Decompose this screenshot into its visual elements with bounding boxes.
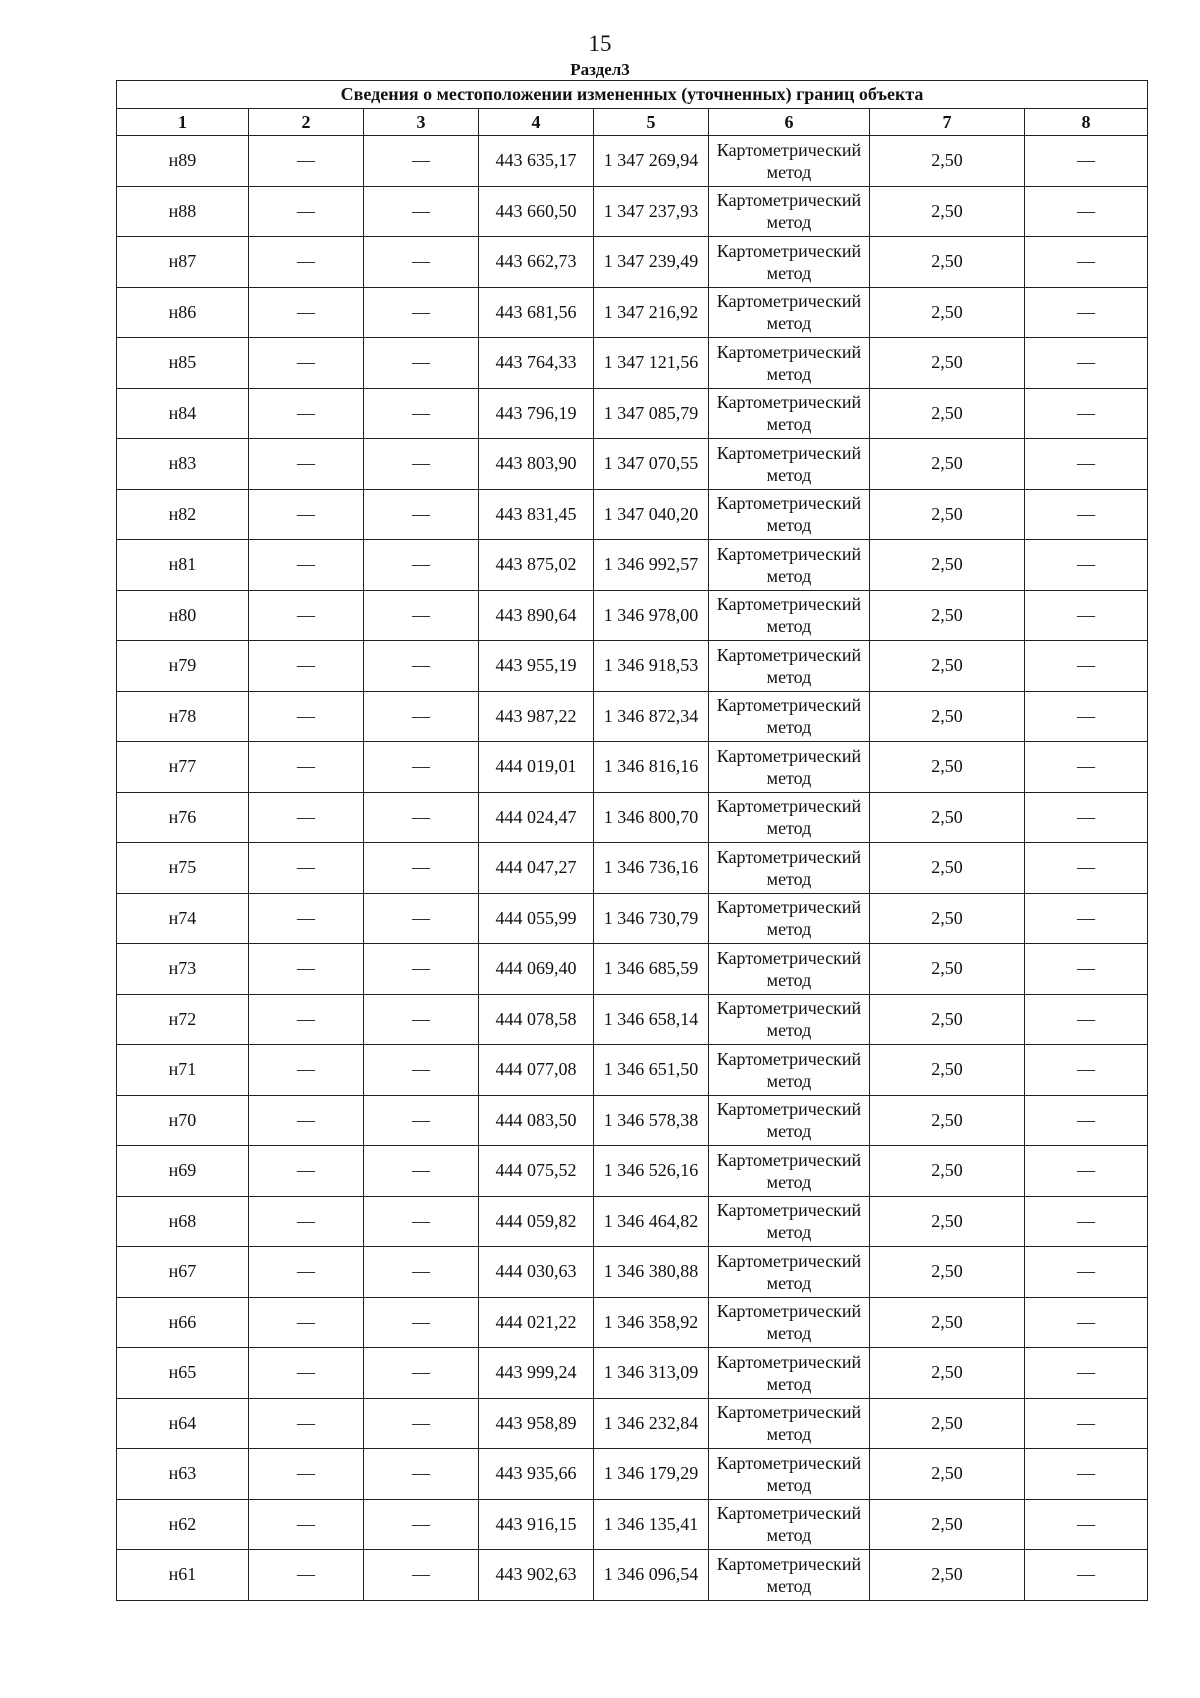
accuracy-cell: 2,50 bbox=[870, 1348, 1025, 1399]
point-id-cell: н84 bbox=[117, 388, 249, 439]
x-coordinate-cell: 443 916,15 bbox=[479, 1499, 594, 1550]
method-cell: Картометрический метод bbox=[709, 1398, 870, 1449]
method-cell: Картометрический метод bbox=[709, 742, 870, 793]
y-coordinate-cell: 1 346 464,82 bbox=[594, 1196, 709, 1247]
point-id-cell: н75 bbox=[117, 843, 249, 894]
point-id-cell: н67 bbox=[117, 1247, 249, 1298]
point-id-cell: н72 bbox=[117, 994, 249, 1045]
x-coordinate-cell: 443 999,24 bbox=[479, 1348, 594, 1399]
method-cell: Картометрический метод bbox=[709, 1045, 870, 1096]
column-2-cell: — bbox=[249, 1247, 364, 1298]
accuracy-cell: 2,50 bbox=[870, 136, 1025, 187]
accuracy-cell: 2,50 bbox=[870, 439, 1025, 490]
table-row bbox=[117, 338, 1148, 389]
column-number-row bbox=[117, 109, 1148, 136]
x-coordinate-cell: 444 078,58 bbox=[479, 994, 594, 1045]
x-coordinate-cell: 443 890,64 bbox=[479, 590, 594, 641]
y-coordinate-cell: 1 346 651,50 bbox=[594, 1045, 709, 1096]
x-coordinate-cell: 443 875,02 bbox=[479, 540, 594, 591]
table-row bbox=[117, 893, 1148, 944]
point-id-cell: н71 bbox=[117, 1045, 249, 1096]
accuracy-cell: 2,50 bbox=[870, 691, 1025, 742]
column-8-cell: — bbox=[1025, 1045, 1148, 1096]
table-row bbox=[117, 1196, 1148, 1247]
column-number: 2 bbox=[249, 109, 364, 136]
y-coordinate-cell: 1 347 070,55 bbox=[594, 439, 709, 490]
point-id-cell: н69 bbox=[117, 1146, 249, 1197]
column-2-cell: — bbox=[249, 1196, 364, 1247]
y-coordinate-cell: 1 346 730,79 bbox=[594, 893, 709, 944]
x-coordinate-cell: 443 635,17 bbox=[479, 136, 594, 187]
y-coordinate-cell: 1 346 918,53 bbox=[594, 641, 709, 692]
accuracy-cell: 2,50 bbox=[870, 489, 1025, 540]
column-3-cell: — bbox=[364, 1045, 479, 1096]
accuracy-cell: 2,50 bbox=[870, 287, 1025, 338]
column-2-cell: — bbox=[249, 893, 364, 944]
table-row bbox=[117, 1146, 1148, 1197]
accuracy-cell: 2,50 bbox=[870, 1095, 1025, 1146]
column-3-cell: — bbox=[364, 1297, 479, 1348]
x-coordinate-cell: 444 055,99 bbox=[479, 893, 594, 944]
table-row bbox=[117, 237, 1148, 288]
boundary-coordinates-table bbox=[116, 80, 1148, 1601]
point-id-cell: н62 bbox=[117, 1499, 249, 1550]
column-3-cell: — bbox=[364, 1398, 479, 1449]
point-id-cell: н73 bbox=[117, 944, 249, 995]
accuracy-cell: 2,50 bbox=[870, 1146, 1025, 1197]
y-coordinate-cell: 1 346 685,59 bbox=[594, 944, 709, 995]
column-8-cell: — bbox=[1025, 287, 1148, 338]
x-coordinate-cell: 443 662,73 bbox=[479, 237, 594, 288]
table-row bbox=[117, 287, 1148, 338]
column-8-cell: — bbox=[1025, 944, 1148, 995]
column-2-cell: — bbox=[249, 1297, 364, 1348]
table-row bbox=[117, 994, 1148, 1045]
column-3-cell: — bbox=[364, 843, 479, 894]
method-cell: Картометрический метод bbox=[709, 843, 870, 894]
point-id-cell: н81 bbox=[117, 540, 249, 591]
table-row bbox=[117, 1550, 1148, 1601]
accuracy-cell: 2,50 bbox=[870, 994, 1025, 1045]
point-id-cell: н70 bbox=[117, 1095, 249, 1146]
y-coordinate-cell: 1 347 040,20 bbox=[594, 489, 709, 540]
point-id-cell: н68 bbox=[117, 1196, 249, 1247]
accuracy-cell: 2,50 bbox=[870, 1499, 1025, 1550]
method-cell: Картометрический метод bbox=[709, 489, 870, 540]
accuracy-cell: 2,50 bbox=[870, 742, 1025, 793]
y-coordinate-cell: 1 347 085,79 bbox=[594, 388, 709, 439]
column-2-cell: — bbox=[249, 338, 364, 389]
column-3-cell: — bbox=[364, 489, 479, 540]
column-3-cell: — bbox=[364, 792, 479, 843]
method-cell: Картометрический метод bbox=[709, 1550, 870, 1601]
column-2-cell: — bbox=[249, 287, 364, 338]
table-row bbox=[117, 1045, 1148, 1096]
y-coordinate-cell: 1 346 992,57 bbox=[594, 540, 709, 591]
method-cell: Картометрический метод bbox=[709, 994, 870, 1045]
column-8-cell: — bbox=[1025, 691, 1148, 742]
accuracy-cell: 2,50 bbox=[870, 893, 1025, 944]
x-coordinate-cell: 444 021,22 bbox=[479, 1297, 594, 1348]
table-caption: Сведения о местоположении измененных (уточненных) границ объекта bbox=[117, 81, 1148, 109]
column-8-cell: — bbox=[1025, 388, 1148, 439]
x-coordinate-cell: 443 831,45 bbox=[479, 489, 594, 540]
column-2-cell: — bbox=[249, 641, 364, 692]
column-number: 6 bbox=[709, 109, 870, 136]
table-row bbox=[117, 540, 1148, 591]
x-coordinate-cell: 444 069,40 bbox=[479, 944, 594, 995]
column-3-cell: — bbox=[364, 136, 479, 187]
column-3-cell: — bbox=[364, 691, 479, 742]
x-coordinate-cell: 443 955,19 bbox=[479, 641, 594, 692]
column-3-cell: — bbox=[364, 439, 479, 490]
column-2-cell: — bbox=[249, 691, 364, 742]
x-coordinate-cell: 444 024,47 bbox=[479, 792, 594, 843]
y-coordinate-cell: 1 347 216,92 bbox=[594, 287, 709, 338]
column-8-cell: — bbox=[1025, 1095, 1148, 1146]
method-cell: Картометрический метод bbox=[709, 1449, 870, 1500]
y-coordinate-cell: 1 346 736,16 bbox=[594, 843, 709, 894]
column-2-cell: — bbox=[249, 1398, 364, 1449]
column-3-cell: — bbox=[364, 186, 479, 237]
table-row bbox=[117, 1348, 1148, 1399]
y-coordinate-cell: 1 346 816,16 bbox=[594, 742, 709, 793]
accuracy-cell: 2,50 bbox=[870, 540, 1025, 591]
column-2-cell: — bbox=[249, 1146, 364, 1197]
accuracy-cell: 2,50 bbox=[870, 1045, 1025, 1096]
column-2-cell: — bbox=[249, 1449, 364, 1500]
column-2-cell: — bbox=[249, 1095, 364, 1146]
y-coordinate-cell: 1 346 380,88 bbox=[594, 1247, 709, 1298]
table-row bbox=[117, 439, 1148, 490]
point-id-cell: н82 bbox=[117, 489, 249, 540]
method-cell: Картометрический метод bbox=[709, 540, 870, 591]
x-coordinate-cell: 444 077,08 bbox=[479, 1045, 594, 1096]
y-coordinate-cell: 1 346 179,29 bbox=[594, 1449, 709, 1500]
x-coordinate-cell: 443 935,66 bbox=[479, 1449, 594, 1500]
point-id-cell: н87 bbox=[117, 237, 249, 288]
method-cell: Картометрический метод bbox=[709, 186, 870, 237]
method-cell: Картометрический метод bbox=[709, 1146, 870, 1197]
column-3-cell: — bbox=[364, 893, 479, 944]
method-cell: Картометрический метод bbox=[709, 792, 870, 843]
method-cell: Картометрический метод bbox=[709, 439, 870, 490]
accuracy-cell: 2,50 bbox=[870, 843, 1025, 894]
point-id-cell: н85 bbox=[117, 338, 249, 389]
column-2-cell: — bbox=[249, 944, 364, 995]
column-3-cell: — bbox=[364, 742, 479, 793]
column-8-cell: — bbox=[1025, 792, 1148, 843]
column-8-cell: — bbox=[1025, 237, 1148, 288]
column-8-cell: — bbox=[1025, 1499, 1148, 1550]
y-coordinate-cell: 1 346 872,34 bbox=[594, 691, 709, 742]
point-id-cell: н88 bbox=[117, 186, 249, 237]
column-2-cell: — bbox=[249, 388, 364, 439]
method-cell: Картометрический метод bbox=[709, 237, 870, 288]
accuracy-cell: 2,50 bbox=[870, 641, 1025, 692]
table-row bbox=[117, 1297, 1148, 1348]
column-number: 1 bbox=[117, 109, 249, 136]
column-8-cell: — bbox=[1025, 1297, 1148, 1348]
x-coordinate-cell: 443 987,22 bbox=[479, 691, 594, 742]
column-8-cell: — bbox=[1025, 1196, 1148, 1247]
accuracy-cell: 2,50 bbox=[870, 792, 1025, 843]
column-2-cell: — bbox=[249, 489, 364, 540]
y-coordinate-cell: 1 347 239,49 bbox=[594, 237, 709, 288]
y-coordinate-cell: 1 346 096,54 bbox=[594, 1550, 709, 1601]
column-8-cell: — bbox=[1025, 893, 1148, 944]
column-3-cell: — bbox=[364, 1146, 479, 1197]
column-3-cell: — bbox=[364, 338, 479, 389]
table-row bbox=[117, 388, 1148, 439]
table-row bbox=[117, 843, 1148, 894]
x-coordinate-cell: 443 902,63 bbox=[479, 1550, 594, 1601]
column-2-cell: — bbox=[249, 186, 364, 237]
x-coordinate-cell: 443 958,89 bbox=[479, 1398, 594, 1449]
column-8-cell: — bbox=[1025, 1146, 1148, 1197]
accuracy-cell: 2,50 bbox=[870, 388, 1025, 439]
point-id-cell: н74 bbox=[117, 893, 249, 944]
column-8-cell: — bbox=[1025, 1449, 1148, 1500]
y-coordinate-cell: 1 347 237,93 bbox=[594, 186, 709, 237]
method-cell: Картометрический метод bbox=[709, 641, 870, 692]
method-cell: Картометрический метод bbox=[709, 1247, 870, 1298]
method-cell: Картометрический метод bbox=[709, 136, 870, 187]
accuracy-cell: 2,50 bbox=[870, 1247, 1025, 1298]
column-8-cell: — bbox=[1025, 186, 1148, 237]
x-coordinate-cell: 443 764,33 bbox=[479, 338, 594, 389]
point-id-cell: н86 bbox=[117, 287, 249, 338]
column-2-cell: — bbox=[249, 994, 364, 1045]
x-coordinate-cell: 443 660,50 bbox=[479, 186, 594, 237]
x-coordinate-cell: 444 030,63 bbox=[479, 1247, 594, 1298]
column-8-cell: — bbox=[1025, 742, 1148, 793]
method-cell: Картометрический метод bbox=[709, 1196, 870, 1247]
accuracy-cell: 2,50 bbox=[870, 186, 1025, 237]
point-id-cell: н89 bbox=[117, 136, 249, 187]
x-coordinate-cell: 443 681,56 bbox=[479, 287, 594, 338]
column-3-cell: — bbox=[364, 1348, 479, 1399]
column-8-cell: — bbox=[1025, 1247, 1148, 1298]
column-2-cell: — bbox=[249, 1348, 364, 1399]
column-3-cell: — bbox=[364, 1550, 479, 1601]
column-number: 3 bbox=[364, 109, 479, 136]
method-cell: Картометрический метод bbox=[709, 590, 870, 641]
column-2-cell: — bbox=[249, 843, 364, 894]
x-coordinate-cell: 444 047,27 bbox=[479, 843, 594, 894]
column-8-cell: — bbox=[1025, 540, 1148, 591]
column-8-cell: — bbox=[1025, 994, 1148, 1045]
column-2-cell: — bbox=[249, 136, 364, 187]
table-row bbox=[117, 136, 1148, 187]
method-cell: Картометрический метод bbox=[709, 287, 870, 338]
method-cell: Картометрический метод bbox=[709, 338, 870, 389]
y-coordinate-cell: 1 346 578,38 bbox=[594, 1095, 709, 1146]
table-row bbox=[117, 590, 1148, 641]
accuracy-cell: 2,50 bbox=[870, 1449, 1025, 1500]
y-coordinate-cell: 1 347 121,56 bbox=[594, 338, 709, 389]
column-3-cell: — bbox=[364, 590, 479, 641]
column-8-cell: — bbox=[1025, 641, 1148, 692]
table-row bbox=[117, 1449, 1148, 1500]
x-coordinate-cell: 444 059,82 bbox=[479, 1196, 594, 1247]
point-id-cell: н76 bbox=[117, 792, 249, 843]
point-id-cell: н65 bbox=[117, 1348, 249, 1399]
column-3-cell: — bbox=[364, 388, 479, 439]
table-row bbox=[117, 792, 1148, 843]
method-cell: Картометрический метод bbox=[709, 1297, 870, 1348]
column-3-cell: — bbox=[364, 1499, 479, 1550]
column-number: 4 bbox=[479, 109, 594, 136]
point-id-cell: н77 bbox=[117, 742, 249, 793]
page-number: 15 bbox=[588, 31, 612, 56]
x-coordinate-cell: 444 083,50 bbox=[479, 1095, 594, 1146]
column-3-cell: — bbox=[364, 1449, 479, 1500]
table-body bbox=[117, 136, 1148, 1601]
column-number: 5 bbox=[594, 109, 709, 136]
table-row bbox=[117, 691, 1148, 742]
method-cell: Картометрический метод bbox=[709, 388, 870, 439]
point-id-cell: н83 bbox=[117, 439, 249, 490]
column-number: 7 bbox=[870, 109, 1025, 136]
column-3-cell: — bbox=[364, 994, 479, 1045]
column-2-cell: — bbox=[249, 742, 364, 793]
method-cell: Картометрический метод bbox=[709, 1348, 870, 1399]
accuracy-cell: 2,50 bbox=[870, 1196, 1025, 1247]
method-cell: Картометрический метод bbox=[709, 1095, 870, 1146]
y-coordinate-cell: 1 347 269,94 bbox=[594, 136, 709, 187]
column-8-cell: — bbox=[1025, 439, 1148, 490]
column-2-cell: — bbox=[249, 1045, 364, 1096]
table-row bbox=[117, 944, 1148, 995]
point-id-cell: н66 bbox=[117, 1297, 249, 1348]
x-coordinate-cell: 443 796,19 bbox=[479, 388, 594, 439]
column-2-cell: — bbox=[249, 237, 364, 288]
column-2-cell: — bbox=[249, 1550, 364, 1601]
column-3-cell: — bbox=[364, 1247, 479, 1298]
accuracy-cell: 2,50 bbox=[870, 1398, 1025, 1449]
column-3-cell: — bbox=[364, 1095, 479, 1146]
x-coordinate-cell: 444 075,52 bbox=[479, 1146, 594, 1197]
point-id-cell: н61 bbox=[117, 1550, 249, 1601]
y-coordinate-cell: 1 346 313,09 bbox=[594, 1348, 709, 1399]
y-coordinate-cell: 1 346 658,14 bbox=[594, 994, 709, 1045]
method-cell: Картометрический метод bbox=[709, 944, 870, 995]
method-cell: Картометрический метод bbox=[709, 1499, 870, 1550]
accuracy-cell: 2,50 bbox=[870, 338, 1025, 389]
table-row bbox=[117, 742, 1148, 793]
accuracy-cell: 2,50 bbox=[870, 1297, 1025, 1348]
column-8-cell: — bbox=[1025, 1398, 1148, 1449]
column-2-cell: — bbox=[249, 590, 364, 641]
accuracy-cell: 2,50 bbox=[870, 1550, 1025, 1601]
column-3-cell: — bbox=[364, 540, 479, 591]
table-row bbox=[117, 641, 1148, 692]
table-row bbox=[117, 1398, 1148, 1449]
column-8-cell: — bbox=[1025, 489, 1148, 540]
column-8-cell: — bbox=[1025, 1348, 1148, 1399]
y-coordinate-cell: 1 346 978,00 bbox=[594, 590, 709, 641]
y-coordinate-cell: 1 346 526,16 bbox=[594, 1146, 709, 1197]
point-id-cell: н78 bbox=[117, 691, 249, 742]
table-row bbox=[117, 1247, 1148, 1298]
column-number: 8 bbox=[1025, 109, 1148, 136]
method-cell: Картометрический метод bbox=[709, 893, 870, 944]
point-id-cell: н79 bbox=[117, 641, 249, 692]
column-8-cell: — bbox=[1025, 338, 1148, 389]
y-coordinate-cell: 1 346 800,70 bbox=[594, 792, 709, 843]
accuracy-cell: 2,50 bbox=[870, 944, 1025, 995]
x-coordinate-cell: 443 803,90 bbox=[479, 439, 594, 490]
point-id-cell: н64 bbox=[117, 1398, 249, 1449]
column-3-cell: — bbox=[364, 287, 479, 338]
column-2-cell: — bbox=[249, 1499, 364, 1550]
y-coordinate-cell: 1 346 358,92 bbox=[594, 1297, 709, 1348]
accuracy-cell: 2,50 bbox=[870, 590, 1025, 641]
table-row bbox=[117, 1499, 1148, 1550]
point-id-cell: н80 bbox=[117, 590, 249, 641]
column-2-cell: — bbox=[249, 792, 364, 843]
column-8-cell: — bbox=[1025, 590, 1148, 641]
column-8-cell: — bbox=[1025, 136, 1148, 187]
column-8-cell: — bbox=[1025, 1550, 1148, 1601]
table-row bbox=[117, 1095, 1148, 1146]
x-coordinate-cell: 444 019,01 bbox=[479, 742, 594, 793]
column-8-cell: — bbox=[1025, 843, 1148, 894]
column-2-cell: — bbox=[249, 540, 364, 591]
point-id-cell: н63 bbox=[117, 1449, 249, 1500]
table-row bbox=[117, 186, 1148, 237]
table-row bbox=[117, 489, 1148, 540]
column-3-cell: — bbox=[364, 944, 479, 995]
section-title: Раздел3 bbox=[570, 60, 630, 79]
accuracy-cell: 2,50 bbox=[870, 237, 1025, 288]
method-cell: Картометрический метод bbox=[709, 691, 870, 742]
y-coordinate-cell: 1 346 232,84 bbox=[594, 1398, 709, 1449]
column-3-cell: — bbox=[364, 641, 479, 692]
column-3-cell: — bbox=[364, 237, 479, 288]
y-coordinate-cell: 1 346 135,41 bbox=[594, 1499, 709, 1550]
column-3-cell: — bbox=[364, 1196, 479, 1247]
column-2-cell: — bbox=[249, 439, 364, 490]
